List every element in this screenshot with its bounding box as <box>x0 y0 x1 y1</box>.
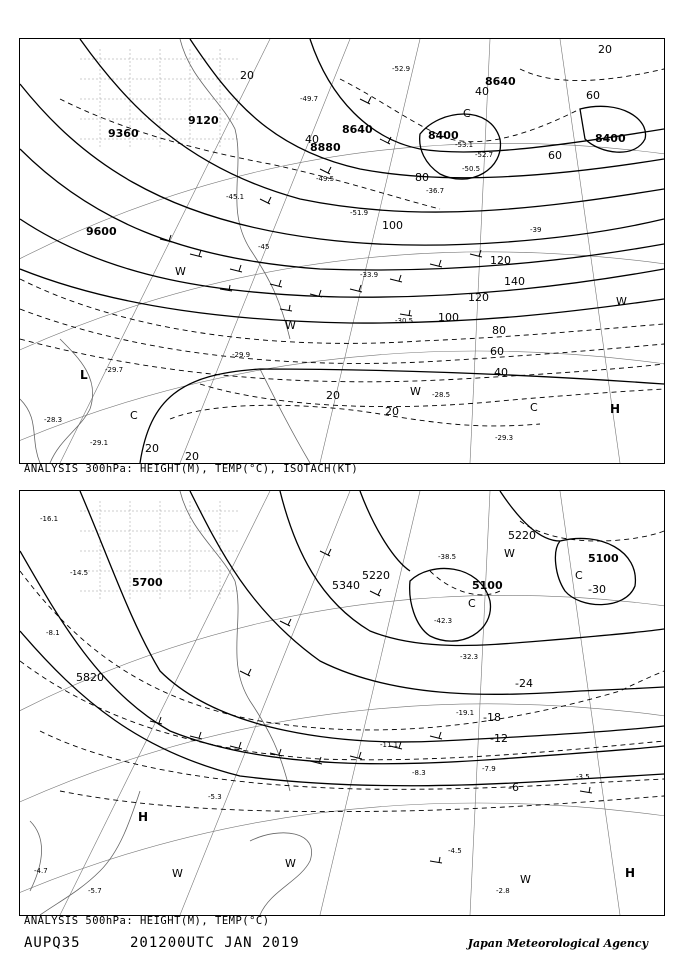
isotherm-label: -12 <box>490 732 508 745</box>
temp-label: -5.3 <box>208 793 222 801</box>
isotach-label: 80 <box>492 324 506 337</box>
warm-symbol: W <box>504 547 515 560</box>
warm-symbol: W <box>410 385 421 398</box>
cold-symbol: C <box>468 597 476 610</box>
isotach-label: 140 <box>504 275 525 288</box>
temp-label: -29.3 <box>495 434 514 442</box>
isotach-label: 100 <box>382 219 403 232</box>
temp-label: -42.3 <box>434 617 453 625</box>
temp-label: -19.1 <box>456 709 475 717</box>
temp-label: -29.9 <box>232 351 251 359</box>
height-label: 8640 <box>342 123 373 136</box>
cold-symbol: C <box>575 569 583 582</box>
isotherm-label: -24 <box>515 677 533 690</box>
agency-name: Japan Meteorological Agency <box>467 937 648 950</box>
height-label: 8400 <box>595 132 626 145</box>
temp-label: -29.7 <box>105 366 124 374</box>
isotach-label: 60 <box>586 89 600 102</box>
warm-symbol: W <box>285 319 296 332</box>
temp-label: -5.7 <box>88 887 102 895</box>
isotach-label: 40 <box>475 85 489 98</box>
map-panel-500hpa <box>19 490 665 916</box>
temp-label: -11.1 <box>380 741 399 749</box>
map-panel-300hpa <box>19 38 665 464</box>
temp-label: -36.7 <box>426 187 445 195</box>
height-label: 8640 <box>485 75 516 88</box>
isotach-label: 20 <box>326 389 340 402</box>
caption-300hpa: ANALYSIS 300hPa: HEIGHT(M), TEMP(°C), ISOTACH(KT) <box>24 463 359 475</box>
temp-label: -14.5 <box>70 569 89 577</box>
warm-symbol: W <box>520 873 531 886</box>
height-label: 5100 <box>588 552 619 565</box>
height-label: 8400 <box>428 129 459 142</box>
chart-id: AUPQ35 <box>24 935 81 951</box>
isotach-label: 60 <box>548 149 562 162</box>
height-label: 9600 <box>86 225 117 238</box>
isotach-label: 20 <box>145 442 159 455</box>
temp-label: -49.7 <box>300 95 319 103</box>
warm-symbol: W <box>285 857 296 870</box>
temp-label: -4.5 <box>448 847 462 855</box>
temp-label: -8.3 <box>412 769 426 777</box>
warm-symbol: W <box>172 867 183 880</box>
height-label: 5100 <box>472 579 503 592</box>
height-label: 9360 <box>108 127 139 140</box>
graticule <box>20 39 664 463</box>
temp-label: -39 <box>530 226 542 234</box>
temp-label: -7.9 <box>482 765 496 773</box>
temp-label: -3.5 <box>576 773 590 781</box>
isotach-label: 40 <box>305 133 319 146</box>
temp-label: -33.9 <box>360 271 379 279</box>
isotach-label: 80 <box>415 171 429 184</box>
isotach-label: 40 <box>494 366 508 379</box>
temp-label: -28.5 <box>432 391 451 399</box>
isotach-label: 20 <box>185 450 199 463</box>
temp-label: -51.9 <box>350 209 369 217</box>
height-label: 5700 <box>132 576 163 589</box>
isotach-label: 60 <box>490 345 504 358</box>
temp-label: -4.7 <box>34 867 48 875</box>
cold-symbol: C <box>130 409 138 422</box>
height-label: 5820 <box>76 671 104 684</box>
valid-time: 201200UTC JAN 2019 <box>130 935 300 951</box>
height-label: 5220 <box>362 569 390 582</box>
low-center-symbol: L <box>80 368 88 382</box>
isotach-label: 120 <box>468 291 489 304</box>
isotach-label: 20 <box>240 69 254 82</box>
coastline <box>30 491 312 915</box>
temp-label: -49.5 <box>316 175 335 183</box>
isotach-label: 20 <box>385 405 399 418</box>
height-contours <box>20 491 664 786</box>
height-label: 8880 <box>310 141 341 154</box>
high-center-symbol: H <box>610 402 621 416</box>
isotherm-contours <box>20 521 664 812</box>
isotherm-label: -6 <box>508 781 519 794</box>
high-center-symbol: H <box>625 866 636 880</box>
height-contours <box>20 39 664 463</box>
temp-label: -45 <box>258 243 270 251</box>
height-label: 9120 <box>188 114 219 127</box>
temp-label: -28.3 <box>44 416 63 424</box>
temp-label: -50.5 <box>462 165 481 173</box>
map-300hpa-canvas <box>20 39 664 463</box>
caption-500hpa: ANALYSIS 500hPa: HEIGHT(M), TEMP(°C) <box>24 915 270 927</box>
temp-label: -52.7 <box>475 151 494 159</box>
cold-symbol: C <box>530 401 538 414</box>
height-label: 5340 <box>332 579 360 592</box>
temp-label: -16.1 <box>40 515 59 523</box>
height-label: 5220 <box>508 529 536 542</box>
temp-label: -29.1 <box>90 439 109 447</box>
graticule <box>20 491 664 915</box>
isotherm-label: -18 <box>483 711 501 724</box>
data-grid-patch <box>80 49 240 149</box>
isotach-label: 100 <box>438 311 459 324</box>
warm-symbol: W <box>175 265 186 278</box>
isotach-label: 120 <box>490 254 511 267</box>
high-center-symbol: H <box>138 810 149 824</box>
warm-symbol: W <box>616 295 627 308</box>
temp-label: -2.8 <box>496 887 510 895</box>
temp-label: -45.1 <box>226 193 245 201</box>
temp-label: -38.5 <box>438 553 457 561</box>
temp-label: -52.9 <box>392 65 411 73</box>
isotherm-label: -30 <box>588 583 606 596</box>
temp-label: -32.3 <box>460 653 479 661</box>
temp-label: -53.1 <box>455 141 474 149</box>
map-500hpa-canvas <box>20 491 664 915</box>
wind-barbs <box>150 549 592 863</box>
temp-label: -8.1 <box>46 629 60 637</box>
temp-label: -30.5 <box>395 317 414 325</box>
isotach-label: 20 <box>598 43 612 56</box>
cold-symbol: C <box>463 107 471 120</box>
